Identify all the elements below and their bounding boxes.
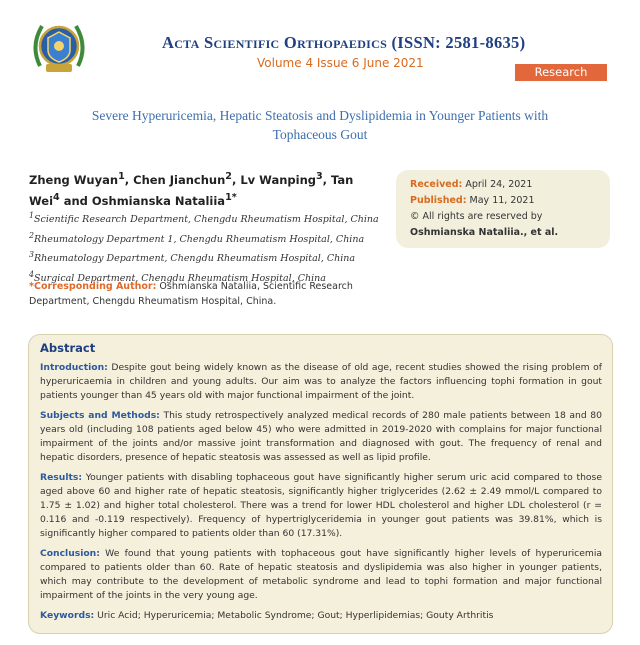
journal-logo	[28, 16, 90, 78]
affiliation: $^1$Scientific Research Department, Chengdu Rheumatism Hospital, China	[29, 211, 379, 226]
affiliation: $^3$Rheumatology Department, Chengdu Rheumatism Hospital, China	[29, 250, 356, 265]
affiliations	[29, 208, 389, 287]
author-list: Zheng Wuyan$^1$, Chen Jianchun$^2$, Lv Wanping$^3$, Tan Wei$^4$ and Oshmianska Nataliia$^{1*}$	[29, 171, 354, 208]
journal-name: Acta Scientific Orthopaedics (ISSN: 2581-8635)	[162, 33, 526, 52]
affiliation: $^4$Surgical Department, Chengdu Rheumatism Hospital, China	[29, 269, 326, 285]
article-title: Severe Hyperuricemia, Hepatic Steatosis and Dyslipidemia in Younger Patients with Tophaceous Gout	[91, 108, 549, 142]
corresponding-author	[29, 279, 389, 309]
volume-issue: Volume 4 Issue 6 June 2021	[257, 56, 424, 70]
abstract-introduction: Introduction: Despite gout being widely known as the disease of old age, recent studies showed the rising problem of hyperuricaemia in children and young adults. Our aim was to analyze the factors influencing tophi formation in gout patients younger than 45 years old with major functional impairment of the joint.	[40, 362, 602, 401]
author-name: Chen Jianchun	[133, 172, 226, 187]
published-date: May 11, 2021	[469, 195, 535, 206]
rights-text: © All rights are reserved by	[410, 211, 543, 222]
author-name: Lv Wanping	[240, 172, 316, 187]
author-name: Zheng Wuyan	[29, 172, 119, 187]
affiliation: $^2$Rheumatology Department 1, Chengdu Rheumatism Hospital, China	[29, 230, 365, 245]
rights-holder: Oshmianska Nataliia., et al.	[410, 227, 559, 238]
article-type-badge: Research Article	[515, 64, 607, 81]
abstract-methods: Subjects and Methods: This study retrospectively analyzed medical records of 280 male patients between 18 and 80 years old (including 108 patients aged below 45) who were admitted in 2019-2020 with complains for major functional impairment of the joints and/or massive joint transformation and diagnosed with gout. The frequency of renal and hepatic disorders, presence of hepatic steatosis was assessed as well as lipid profile.	[40, 410, 602, 463]
abstract-heading: Abstract	[40, 341, 96, 355]
abstract-box	[28, 334, 613, 634]
corresponding-label: *Corresponding Author:	[29, 281, 157, 292]
abstract-keywords: Keywords: Uric Acid; Hyperuricemia; Metabolic Syndrome; Gout; Hyperlipidemias; Gouty Arthritis	[40, 610, 494, 621]
corresponding-text: Oshmianska Nataliia, Scientific Research Department, Chengdu Rheumatism Hospital, China.	[29, 281, 353, 307]
received-label: Received:	[410, 179, 463, 190]
author-name: Oshmianska Nataliia	[91, 193, 226, 208]
abstract-results: Results: Younger patients with disabling tophaceous gout have significantly higher serum uric acid compared to those aged above 60 and higher rate of hepatic steatosis, significantly higher triglycerides (2.62 ± 2.49 mmol/L compared to 1.75 ± 1.02) and higher total cholesterol. There was a trend for lower HDL cholesterol and higher LDL cholesterol (r = 0.116 and -0.119 respectively). Frequency of hypertriglyceridemia in younger gout patients was 39.81%, which is significantly higher compared to patients older than 60 (17.31%).	[40, 472, 602, 539]
abstract-conclusion: Conclusion: We found that young patients with tophaceous gout have significantly higher levels of hyperuricemia compared to patients older than 60. Rate of hepatic steatosis and dyslipidemia was also higher in younger patients, which may contribute to the development of metabolic syndrome and lead to tophi formation and major functional impairment of the joints in the very young age.	[40, 548, 602, 601]
received-date: April 24, 2021	[465, 179, 533, 190]
author-name: Tan Wei	[29, 172, 354, 208]
published-label: Published:	[410, 195, 467, 206]
dates-box	[396, 170, 610, 248]
